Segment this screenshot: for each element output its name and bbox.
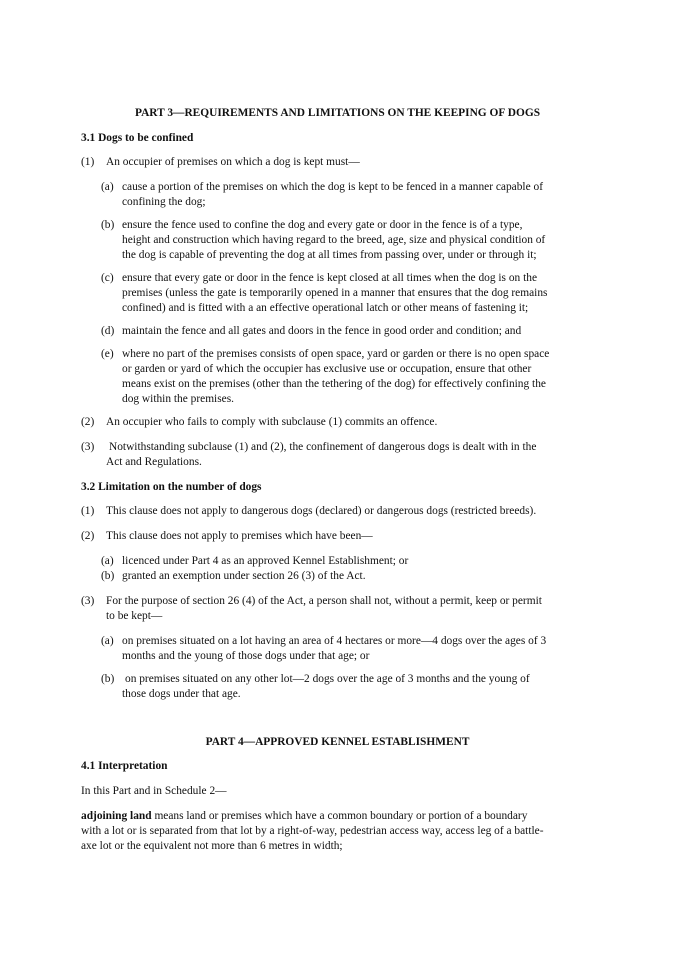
part-3-heading: PART 3—REQUIREMENTS AND LIMITATIONS ON THE KEEPING OF DOGS: [134, 107, 541, 119]
clause-number: (1): [81, 505, 95, 517]
item-label: (b): [101, 219, 115, 231]
item-line: premises (unless the gate is temporarily opened in a manner that ensures that the dog remains: [122, 287, 548, 299]
item-label: (a): [101, 555, 114, 567]
item-label: (a): [101, 635, 114, 647]
section-3-1-heading: 3.1 Dogs to be confined: [81, 132, 194, 144]
item-line: those dogs under that age.: [122, 688, 241, 700]
item-line: height and construction which having regard to the breed, age, size and physical condition of: [122, 234, 546, 246]
section-4-1-heading: 4.1 Interpretation: [81, 760, 168, 772]
item-line: or garden or yard of which the occupier has exclusive use or occupation, ensure that other: [122, 363, 532, 375]
item-line: cause a portion of the premises on which the dog is kept to be fenced in a manner capable of: [122, 181, 543, 193]
definition-line: axe lot or the equivalent not more than 6 metres in width;: [81, 840, 343, 852]
clause-text: This clause does not apply to dangerous dogs (declared) or dangerous dogs (restricted breeds).: [106, 505, 537, 517]
item-line: maintain the fence and all gates and doors in the fence in good order and condition; and: [122, 325, 522, 337]
clause-text: An occupier who fails to comply with subclause (1) commits an offence.: [106, 416, 438, 428]
part-4-heading: PART 4—APPROVED KENNEL ESTABLISHMENT: [205, 736, 470, 748]
clause-line: For the purpose of section 26 (4) of the Act, a person shall not, without a permit, keep or permit: [106, 595, 542, 607]
item-label: (e): [101, 348, 114, 360]
item-line: confining the dog;: [122, 196, 206, 208]
item-line: where no part of the premises consists of open space, yard or garden or there is no open space: [122, 348, 550, 360]
item-line: licenced under Part 4 as an approved Kennel Establishment; or: [122, 555, 409, 567]
clause-text: An occupier of premises on which a dog is kept must—: [106, 156, 360, 168]
item-line: ensure the fence used to confine the dog and every gate or door in the fence is of a type,: [122, 219, 523, 231]
clause-text: This clause does not apply to premises which have been—: [106, 530, 373, 542]
item-label: (b): [101, 570, 115, 582]
definition-term: adjoining land: [81, 810, 152, 822]
item-line: confined) and is fitted with a an effective operational latch or other means of fastening it;: [122, 302, 529, 314]
item-line: means exist on the premises (other than the tethering of the dog) for effectively confining the: [122, 378, 546, 390]
item-line: the dog is capable of preventing the dog at all times from passing over, under or through it;: [122, 249, 537, 261]
clause-line: to be kept—: [106, 610, 163, 622]
item-line: dog within the premises.: [122, 393, 234, 405]
item-line: on premises situated on a lot having an area of 4 hectares or more—4 dogs over the ages of 3: [122, 635, 547, 647]
definition-first-line: [81, 809, 527, 825]
item-line: ensure that every gate or door in the fence is kept closed at all times when the dog is on the: [122, 272, 537, 284]
clause-number: (3): [81, 595, 95, 607]
item-line: granted an exemption under section 26 (3) of the Act.: [122, 570, 366, 582]
definition-text: means land or premises which have a common boundary or portion of a boundary: [151, 810, 528, 822]
clause-number: (2): [81, 416, 95, 428]
item-label: (a): [101, 181, 114, 193]
definition-line: with a lot or is separated from that lot by a right-of-way, pedestrian access way, access leg of a battle-: [81, 825, 544, 837]
clause-number: (3): [81, 441, 95, 453]
clause-number: (1): [81, 156, 95, 168]
clause-number: (2): [81, 530, 95, 542]
item-line: months and the young of those dogs under that age; or: [122, 650, 370, 662]
item-label: (c): [101, 272, 114, 284]
item-label: (b): [101, 673, 115, 685]
section-3-2-heading: 3.2 Limitation on the number of dogs: [81, 481, 262, 493]
item-label: (d): [101, 325, 115, 337]
item-line: on premises situated on any other lot—2 dogs over the age of 3 months and the young of: [125, 673, 530, 685]
section-4-1-intro: In this Part and in Schedule 2—: [81, 785, 227, 797]
clause-line: Act and Regulations.: [106, 456, 202, 468]
clause-line: Notwithstanding subclause (1) and (2), the confinement of dangerous dogs is dealt with in the: [109, 441, 537, 453]
